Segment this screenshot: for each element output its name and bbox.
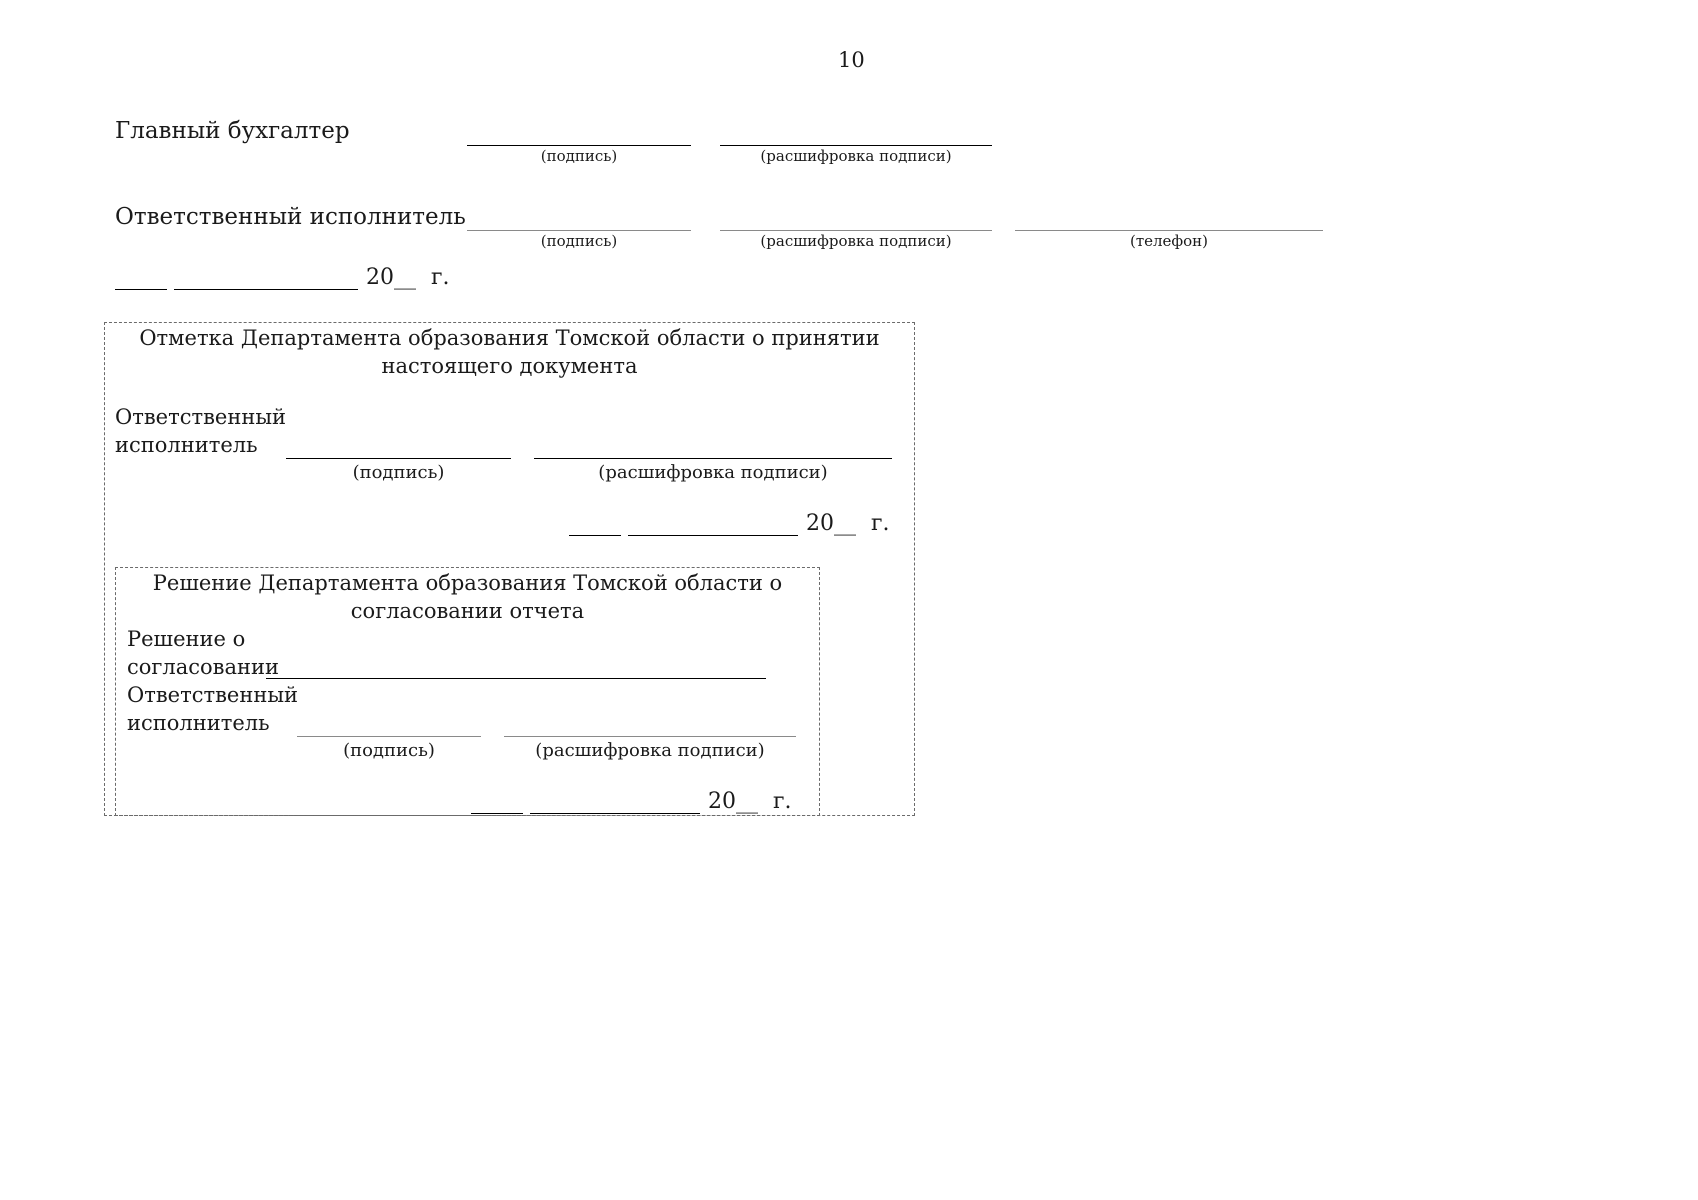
executor-phone-caption: (телефон) bbox=[1129, 232, 1209, 250]
decision-date-day-line bbox=[471, 813, 523, 814]
decision-signature-caption: (подпись) bbox=[343, 740, 435, 761]
decision-date-year-suffix: г. bbox=[773, 789, 792, 814]
decision-decoding-line bbox=[504, 736, 796, 737]
decision-label bbox=[127, 625, 279, 681]
decision-date-month-line bbox=[530, 813, 700, 814]
decision-box-title-line1: Решение Департамента образования Томской области о bbox=[152, 571, 783, 595]
acceptance-date-day-line bbox=[569, 535, 621, 536]
decision-executor-label bbox=[127, 681, 298, 737]
executor-signature-caption: (подпись) bbox=[540, 232, 618, 250]
acceptance-date-month-line bbox=[628, 535, 798, 536]
date-year-suffix: г. bbox=[431, 265, 450, 290]
acceptance-box-title-line1: Отметка Департамента образования Томской области о принятии bbox=[139, 326, 880, 350]
acceptance-executor-line1: Ответственный bbox=[115, 405, 287, 429]
acceptance-box-title-line2: настоящего документа bbox=[381, 354, 638, 378]
chief-accountant-decoding-caption: (расшифровка подписи) bbox=[760, 147, 952, 165]
decision-decoding-caption: (расшифровка подписи) bbox=[535, 740, 765, 761]
acceptance-decoding-line bbox=[534, 458, 892, 459]
page-number: 10 bbox=[838, 48, 865, 72]
date-month-line bbox=[174, 289, 358, 290]
chief-accountant-signature-caption: (подпись) bbox=[540, 147, 618, 165]
acceptance-decoding-caption: (расшифровка подписи) bbox=[598, 462, 828, 483]
decision-executor-line2: исполнитель bbox=[127, 711, 270, 735]
acceptance-signature-line bbox=[286, 458, 511, 459]
executor-decoding-line bbox=[720, 230, 992, 231]
chief-accountant-signature-line bbox=[467, 145, 691, 146]
decision-signature-line bbox=[297, 736, 481, 737]
decision-date-year-value: 20__ bbox=[708, 789, 758, 814]
executor-signature-line bbox=[467, 230, 691, 231]
executor-phone-line bbox=[1015, 230, 1323, 231]
decision-executor-line1: Ответственный bbox=[127, 683, 299, 707]
date-day-line bbox=[115, 289, 167, 290]
acceptance-date-year-value: 20__ bbox=[806, 511, 856, 536]
decision-box-title-line2: согласовании отчета bbox=[350, 599, 585, 623]
acceptance-executor-line2: исполнитель bbox=[115, 433, 258, 457]
acceptance-signature-caption: (подпись) bbox=[352, 462, 445, 483]
executor-label: Ответственный исполнитель bbox=[115, 204, 466, 230]
chief-accountant-label: Главный бухгалтер bbox=[115, 118, 350, 144]
acceptance-date-year-suffix: г. bbox=[871, 511, 890, 536]
chief-accountant-decoding-line bbox=[720, 145, 992, 146]
acceptance-date-year bbox=[806, 511, 890, 536]
decision-value-line bbox=[266, 678, 766, 679]
decision-box-title bbox=[115, 569, 820, 625]
acceptance-box-title bbox=[104, 324, 915, 380]
acceptance-executor-label bbox=[115, 403, 286, 459]
decision-label-line1: Решение о bbox=[127, 627, 246, 651]
date-year-value: 20__ bbox=[366, 265, 416, 290]
decision-date-year bbox=[708, 789, 792, 814]
date-year bbox=[366, 265, 450, 290]
decision-label-line2: согласовании bbox=[127, 655, 280, 679]
executor-decoding-caption: (расшифровка подписи) bbox=[760, 232, 952, 250]
